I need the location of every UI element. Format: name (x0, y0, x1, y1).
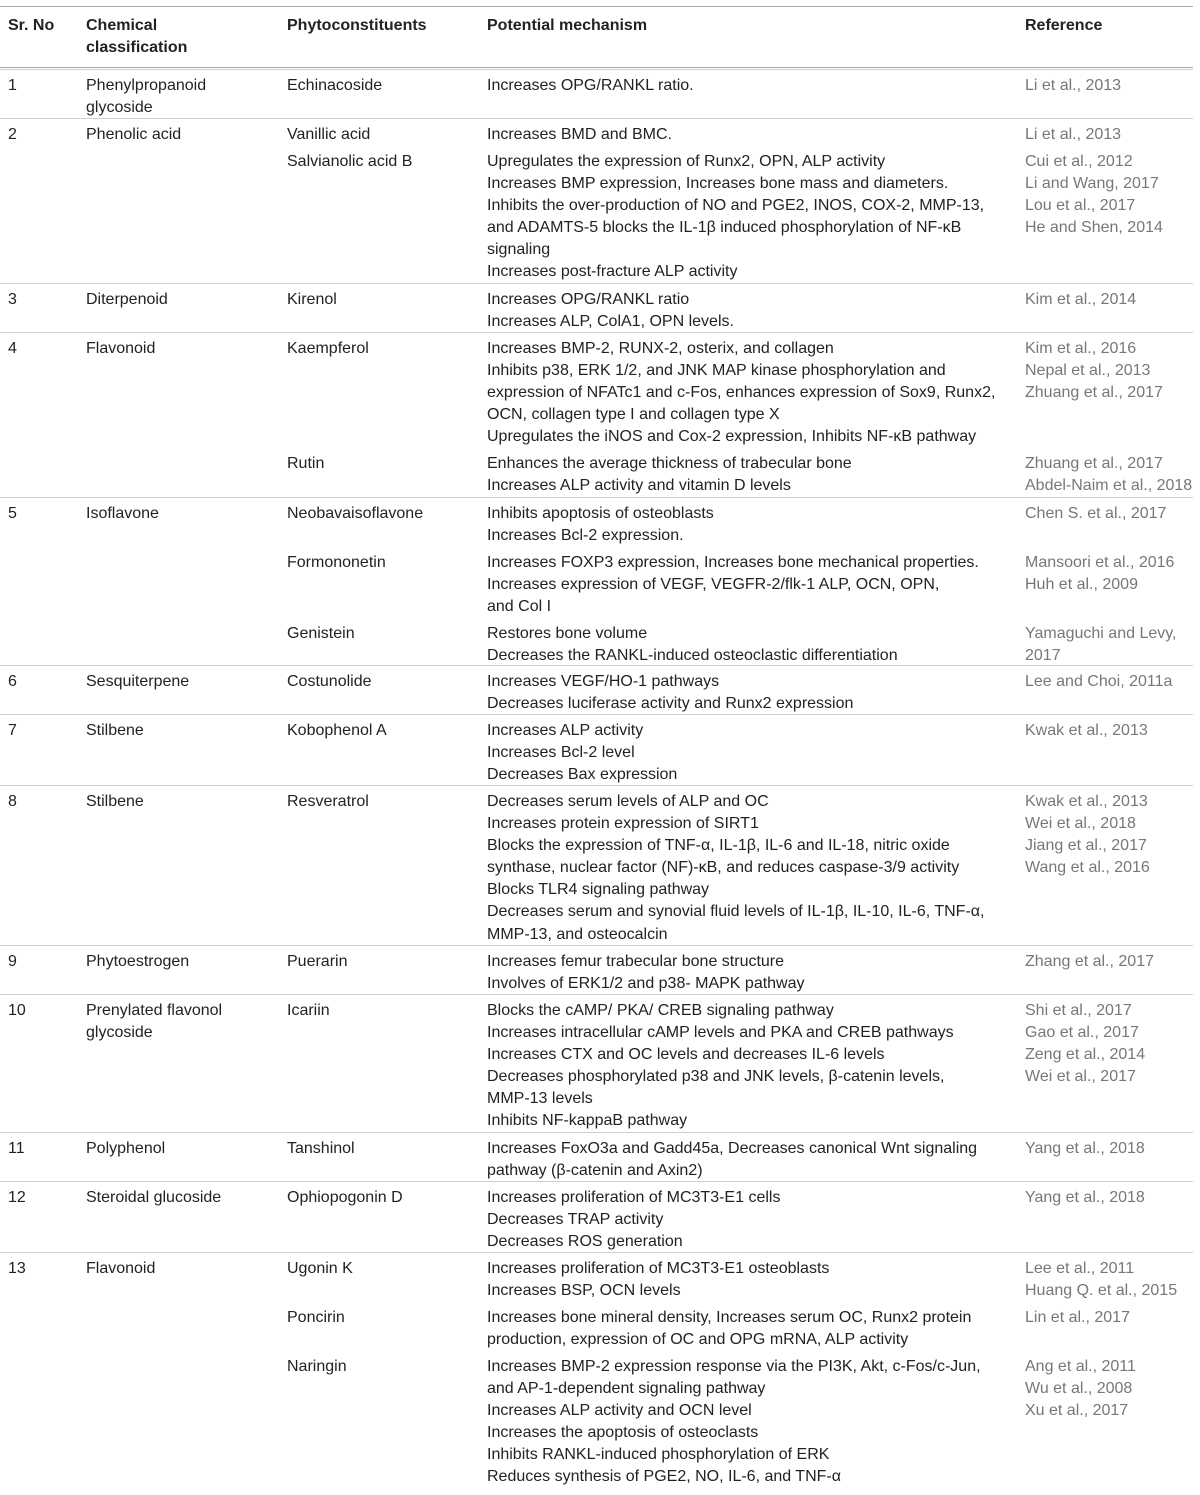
mechanism-line: and AP-1-dependent signaling pathway (487, 1380, 766, 1398)
phytoconstituent-cell: Neobavaisoflavone (287, 505, 424, 522)
mechanism-line: Increases protein expression of SIRT1 (487, 815, 759, 833)
mechanism-line: Restores bone volume (487, 625, 648, 642)
mechanism-line: OCN, collagen type I and collagen type X (487, 406, 780, 424)
reference-cell (1025, 552, 1197, 596)
mechanism-line: Blocks TLR4 signaling pathway (487, 881, 710, 899)
classification-line: Diterpenoid (86, 291, 168, 308)
mechanism-line: Upregulates the expression of Runx2, OPN, ALP activity (487, 153, 886, 170)
table-row-group (0, 283, 1193, 285)
sr-no-cell: 6 (8, 673, 17, 690)
classification-cell (86, 671, 266, 693)
reference-cell (1025, 671, 1197, 693)
reference-line: Zhuang et al., 2017 (1025, 384, 1163, 402)
reference-line: Wei et al., 2017 (1025, 1068, 1136, 1086)
reference-cell (1025, 951, 1197, 973)
table-row-group (0, 994, 1193, 996)
reference-cell (1025, 1258, 1197, 1302)
table-row-group (0, 332, 1193, 334)
mechanism-cell (487, 951, 1007, 995)
mechanism-line: Enhances the average thickness of trabecular bone (487, 455, 852, 472)
mechanism-line: Increases intracellular cAMP levels and PKA and CREB pathways (487, 1024, 954, 1042)
reference-line: Gao et al., 2017 (1025, 1024, 1139, 1042)
reference-line: Lin et al., 2017 (1025, 1309, 1130, 1326)
mechanism-line: Increases FoxO3a and Gadd45a, Decreases canonical Wnt signaling (487, 1140, 978, 1157)
reference-line: Kwak et al., 2013 (1025, 793, 1148, 810)
classification-cell (86, 791, 266, 813)
mechanism-cell (487, 1187, 1007, 1253)
reference-cell (1025, 453, 1197, 497)
phytoconstituent-cell: Rutin (287, 455, 325, 472)
mechanism-line: Increases the apoptosis of osteoclasts (487, 1424, 759, 1442)
mechanism-line: Inhibits p38, ERK 1/2, and JNK MAP kinase phosphorylation and (487, 362, 946, 380)
classification-line: Phytoestrogen (86, 953, 190, 970)
mechanism-line: pathway (β-catenin and Axin2) (487, 1162, 703, 1180)
mechanism-cell (487, 75, 1007, 97)
mechanism-line: production, expression of OC and OPG mRNA, ALP activity (487, 1331, 909, 1349)
reference-line: Ang et al., 2011 (1025, 1358, 1136, 1375)
classification-cell (86, 1187, 266, 1209)
reference-line: Lou et al., 2017 (1025, 197, 1136, 215)
classification-cell (86, 720, 266, 742)
mechanism-line: synthase, nuclear factor (NF)-κB, and reduces caspase-3/9 activity (487, 859, 960, 877)
mechanism-cell (487, 791, 1007, 946)
classification-cell (86, 75, 266, 119)
reference-line: Kim et al., 2016 (1025, 340, 1137, 357)
mechanism-line: Reduces synthesis of PGE2, NO, IL-6, and TNF-α (487, 1468, 841, 1486)
mechanism-line: MMP-13 levels (487, 1090, 593, 1108)
mechanism-line: signaling (487, 241, 551, 259)
reference-line: Wang et al., 2016 (1025, 859, 1150, 877)
reference-cell (1025, 623, 1197, 667)
mechanism-cell (487, 1000, 1007, 1133)
mechanism-line: Increases OPG/RANKL ratio (487, 291, 690, 308)
mechanism-line: expression of NFATc1 and c-Fos, enhances expression of Sox9, Runx2, (487, 384, 996, 402)
sr-no-cell: 4 (8, 340, 17, 357)
mechanism-cell (487, 289, 1007, 333)
mechanism-line: Increases Bcl-2 expression. (487, 527, 684, 545)
classification-cell (86, 124, 266, 146)
classification-line: Steroidal glucoside (86, 1189, 222, 1206)
mechanism-line: Inhibits apoptosis of osteoblasts (487, 505, 714, 522)
header-classification-line: Chemical (86, 17, 158, 34)
reference-cell (1025, 151, 1197, 239)
reference-line: Huang Q. et al., 2015 (1025, 1282, 1178, 1300)
table-row-group (0, 497, 1193, 499)
reference-line: Wei et al., 2018 (1025, 815, 1136, 833)
mechanism-line: Blocks the cAMP/ PKA/ CREB signaling pathway (487, 1002, 834, 1019)
reference-line: Li et al., 2013 (1025, 126, 1122, 143)
phytoconstituent-cell: Resveratrol (287, 793, 369, 810)
table-row-group (0, 665, 1193, 667)
mechanism-line: Increases ALP activity and OCN level (487, 1402, 752, 1420)
table-row-group (0, 1181, 1193, 1183)
classification-line: glycoside (86, 99, 153, 117)
mechanism-line: Decreases serum and synovial fluid levels of IL-1β, IL-10, IL-6, TNF-α, (487, 903, 985, 921)
sr-no-cell: 10 (8, 1002, 26, 1019)
mechanism-line: Blocks the expression of TNF-α, IL-1β, IL-6 and IL-18, nitric oxide (487, 837, 950, 855)
classification-cell (86, 503, 266, 525)
reference-line: Li et al., 2013 (1025, 77, 1122, 94)
classification-line: Phenylpropanoid (86, 77, 207, 94)
classification-line: Prenylated flavonol (86, 1002, 223, 1019)
sr-no-cell: 13 (8, 1260, 26, 1277)
table-row-group (0, 118, 1193, 120)
mechanism-line: Increases proliferation of MC3T3-E1 osteoblasts (487, 1260, 830, 1277)
mechanism-line: Increases Bcl-2 level (487, 744, 635, 762)
phytoconstituent-cell: Naringin (287, 1358, 347, 1375)
header-reference: Reference (1025, 17, 1103, 34)
phytoconstituent-cell: Salvianolic acid B (287, 153, 413, 170)
classification-cell (86, 1258, 266, 1280)
reference-line: Nepal et al., 2013 (1025, 362, 1151, 380)
reference-line: Lee and Choi, 2011a (1025, 673, 1173, 690)
reference-line: Xu et al., 2017 (1025, 1402, 1129, 1420)
phytoconstituent-cell: Kaempferol (287, 340, 369, 357)
table-top-rule (0, 6, 1193, 7)
mechanism-cell (487, 552, 1007, 618)
reference-line: Yang et al., 2018 (1025, 1189, 1145, 1206)
table-row-group (0, 945, 1193, 947)
classification-line: Flavonoid (86, 340, 156, 357)
reference-line: Kim et al., 2014 (1025, 291, 1137, 308)
reference-cell (1025, 720, 1197, 742)
mechanism-cell (487, 338, 1007, 448)
phytoconstituent-cell: Poncirin (287, 1309, 345, 1326)
reference-line: Yang et al., 2018 (1025, 1140, 1145, 1157)
table-row-group (0, 1252, 1193, 1254)
phytoconstituent-cell: Puerarin (287, 953, 348, 970)
mechanism-cell (487, 124, 1007, 146)
mechanism-line: Increases OPG/RANKL ratio. (487, 77, 694, 94)
mechanism-line: Decreases phosphorylated p38 and JNK levels, β-catenin levels, (487, 1068, 945, 1086)
mechanism-line: Decreases luciferase activity and Runx2 expression (487, 695, 854, 713)
phytoconstituent-cell: Icariin (287, 1002, 330, 1019)
classification-cell (86, 338, 266, 360)
reference-line: Yamaguchi and Levy, (1025, 625, 1177, 642)
sr-no-cell: 11 (8, 1140, 25, 1157)
table-row-group (0, 785, 1193, 787)
mechanism-line: Upregulates the iNOS and Cox-2 expression, Inhibits NF-κB pathway (487, 428, 977, 446)
classification-line: Polyphenol (86, 1140, 166, 1157)
mechanism-cell (487, 151, 1007, 284)
reference-cell (1025, 1187, 1197, 1209)
classification-line: Sesquiterpene (86, 673, 190, 690)
classification-cell (86, 1138, 266, 1160)
phytoconstituent-cell: Echinacoside (287, 77, 383, 94)
mechanism-line: MMP-13, and osteocalcin (487, 925, 668, 943)
mechanism-line: Increases ALP activity and vitamin D levels (487, 477, 791, 495)
reference-line: Li and Wang, 2017 (1025, 175, 1159, 193)
phytoconstituent-cell: Kirenol (287, 291, 337, 308)
header-potential-mechanism: Potential mechanism (487, 17, 648, 34)
header-classification-line: classification (86, 39, 188, 56)
mechanism-line: Decreases the RANKL-induced osteoclastic differentiation (487, 647, 898, 665)
mechanism-line: Inhibits NF-kappaB pathway (487, 1112, 688, 1130)
phytoconstituent-cell: Kobophenol A (287, 722, 387, 739)
header-phytoconstituents: Phytoconstituents (287, 17, 427, 34)
mechanism-line: Decreases ROS generation (487, 1233, 683, 1251)
phytoconstituent-cell: Tanshinol (287, 1140, 355, 1157)
sr-no-cell: 1 (8, 77, 17, 94)
mechanism-line: Increases post-fracture ALP activity (487, 263, 738, 281)
reference-line: Wu et al., 2008 (1025, 1380, 1133, 1398)
mechanism-line: Increases bone mineral density, Increases serum OC, Runx2 protein (487, 1309, 972, 1326)
mechanism-cell (487, 503, 1007, 547)
mechanism-line: Increases BMP-2, RUNX-2, osterix, and collagen (487, 340, 834, 357)
mechanism-cell (487, 1258, 1007, 1302)
mechanism-line: Increases VEGF/HO-1 pathways (487, 673, 720, 690)
reference-cell (1025, 124, 1197, 146)
classification-cell (86, 1000, 266, 1044)
mechanism-line: and Col I (487, 598, 552, 616)
reference-line: Mansoori et al., 2016 (1025, 554, 1175, 571)
classification-line: Flavonoid (86, 1260, 156, 1277)
sr-no-cell: 3 (8, 291, 17, 308)
classification-line: Isoflavone (86, 505, 159, 522)
sr-no-cell: 8 (8, 793, 17, 810)
table-row-group (0, 1132, 1193, 1134)
mechanism-line: Inhibits RANKL-induced phosphorylation of ERK (487, 1446, 830, 1464)
mechanism-line: Decreases serum levels of ALP and OC (487, 793, 769, 810)
mechanism-cell (487, 453, 1007, 497)
reference-line: Cui et al., 2012 (1025, 153, 1133, 170)
phytoconstituent-cell: Costunolide (287, 673, 372, 690)
mechanism-line: Increases ALP, ColA1, OPN levels. (487, 313, 734, 331)
header-chemical-classification (86, 15, 187, 59)
classification-cell (86, 951, 266, 973)
mechanism-cell (487, 1356, 1007, 1489)
reference-cell (1025, 791, 1197, 879)
mechanism-line: Increases proliferation of MC3T3-E1 cells (487, 1189, 781, 1206)
mechanism-line: Increases BMD and BMC. (487, 126, 672, 143)
table-row-group (0, 714, 1193, 716)
mechanism-line: Increases BSP, OCN levels (487, 1282, 681, 1300)
phytoconstituent-cell: Vanillic acid (287, 126, 371, 143)
mechanism-line: Decreases TRAP activity (487, 1211, 664, 1229)
mechanism-line: Increases femur trabecular bone structure (487, 953, 785, 970)
reference-cell (1025, 1138, 1197, 1160)
reference-cell (1025, 1356, 1197, 1422)
phytoconstituent-cell: Formononetin (287, 554, 386, 571)
reference-line: 2017 (1025, 647, 1061, 665)
table-row-group (0, 69, 1193, 71)
reference-cell (1025, 338, 1197, 404)
mechanism-line: Inhibits the over-production of NO and PGE2, INOS, COX-2, MMP-13, (487, 197, 985, 215)
phytoconstituent-cell: Ophiopogonin D (287, 1189, 403, 1206)
reference-cell (1025, 1307, 1197, 1329)
sr-no-cell: 9 (8, 953, 17, 970)
sr-no-cell: 5 (8, 505, 17, 522)
reference-line: Zeng et al., 2014 (1025, 1046, 1146, 1064)
mechanism-line: Increases BMP-2 expression response via the PI3K, Akt, c-Fos/c-Jun, (487, 1358, 981, 1375)
mechanism-cell (487, 671, 1007, 715)
mechanism-line: Increases ALP activity (487, 722, 644, 739)
reference-line: Zhuang et al., 2017 (1025, 455, 1163, 472)
classification-line: Stilbene (86, 793, 144, 810)
reference-cell (1025, 75, 1197, 97)
classification-cell (86, 289, 266, 311)
classification-line: Phenolic acid (86, 126, 182, 143)
reference-line: Huh et al., 2009 (1025, 576, 1138, 594)
mechanism-cell (487, 720, 1007, 786)
reference-cell (1025, 1000, 1197, 1088)
mechanism-line: Increases BMP expression, Increases bone mass and diameters. (487, 175, 949, 193)
mechanism-line: Involves of ERK1/2 and p38- MAPK pathway (487, 975, 805, 993)
reference-cell (1025, 289, 1197, 311)
mechanism-cell (487, 1307, 1007, 1351)
reference-line: Abdel-Naim et al., 2018 (1025, 477, 1193, 495)
classification-line: glycoside (86, 1024, 153, 1042)
reference-line: Zhang et al., 2017 (1025, 953, 1154, 970)
reference-line: He and Shen, 2014 (1025, 219, 1163, 237)
phytoconstituent-cell: Genistein (287, 625, 355, 642)
phytoconstituent-cell: Ugonin K (287, 1260, 353, 1277)
reference-line: Jiang et al., 2017 (1025, 837, 1147, 855)
classification-line: Stilbene (86, 722, 144, 739)
header-bottom-rule (0, 67, 1193, 68)
reference-line: Kwak et al., 2013 (1025, 722, 1148, 739)
mechanism-cell (487, 623, 1007, 667)
header-sr-no: Sr. No (8, 17, 55, 34)
mechanism-line: and ADAMTS-5 blocks the IL-1β induced phosphorylation of NF-κB (487, 219, 962, 237)
mechanism-line: Increases CTX and OC levels and decreases IL-6 levels (487, 1046, 885, 1064)
mechanism-line: Increases FOXP3 expression, Increases bone mechanical properties. (487, 554, 979, 571)
reference-cell (1025, 503, 1197, 525)
mechanism-line: Increases expression of VEGF, VEGFR-2/flk-1 ALP, OCN, OPN, (487, 576, 940, 594)
reference-line: Lee et al., 2011 (1025, 1260, 1135, 1277)
mechanism-cell (487, 1138, 1007, 1182)
reference-line: Chen S. et al., 2017 (1025, 505, 1167, 522)
sr-no-cell: 2 (8, 126, 17, 143)
mechanism-line: Decreases Bax expression (487, 766, 678, 784)
sr-no-cell: 12 (8, 1189, 26, 1206)
reference-line: Shi et al., 2017 (1025, 1002, 1132, 1019)
sr-no-cell: 7 (8, 722, 17, 739)
